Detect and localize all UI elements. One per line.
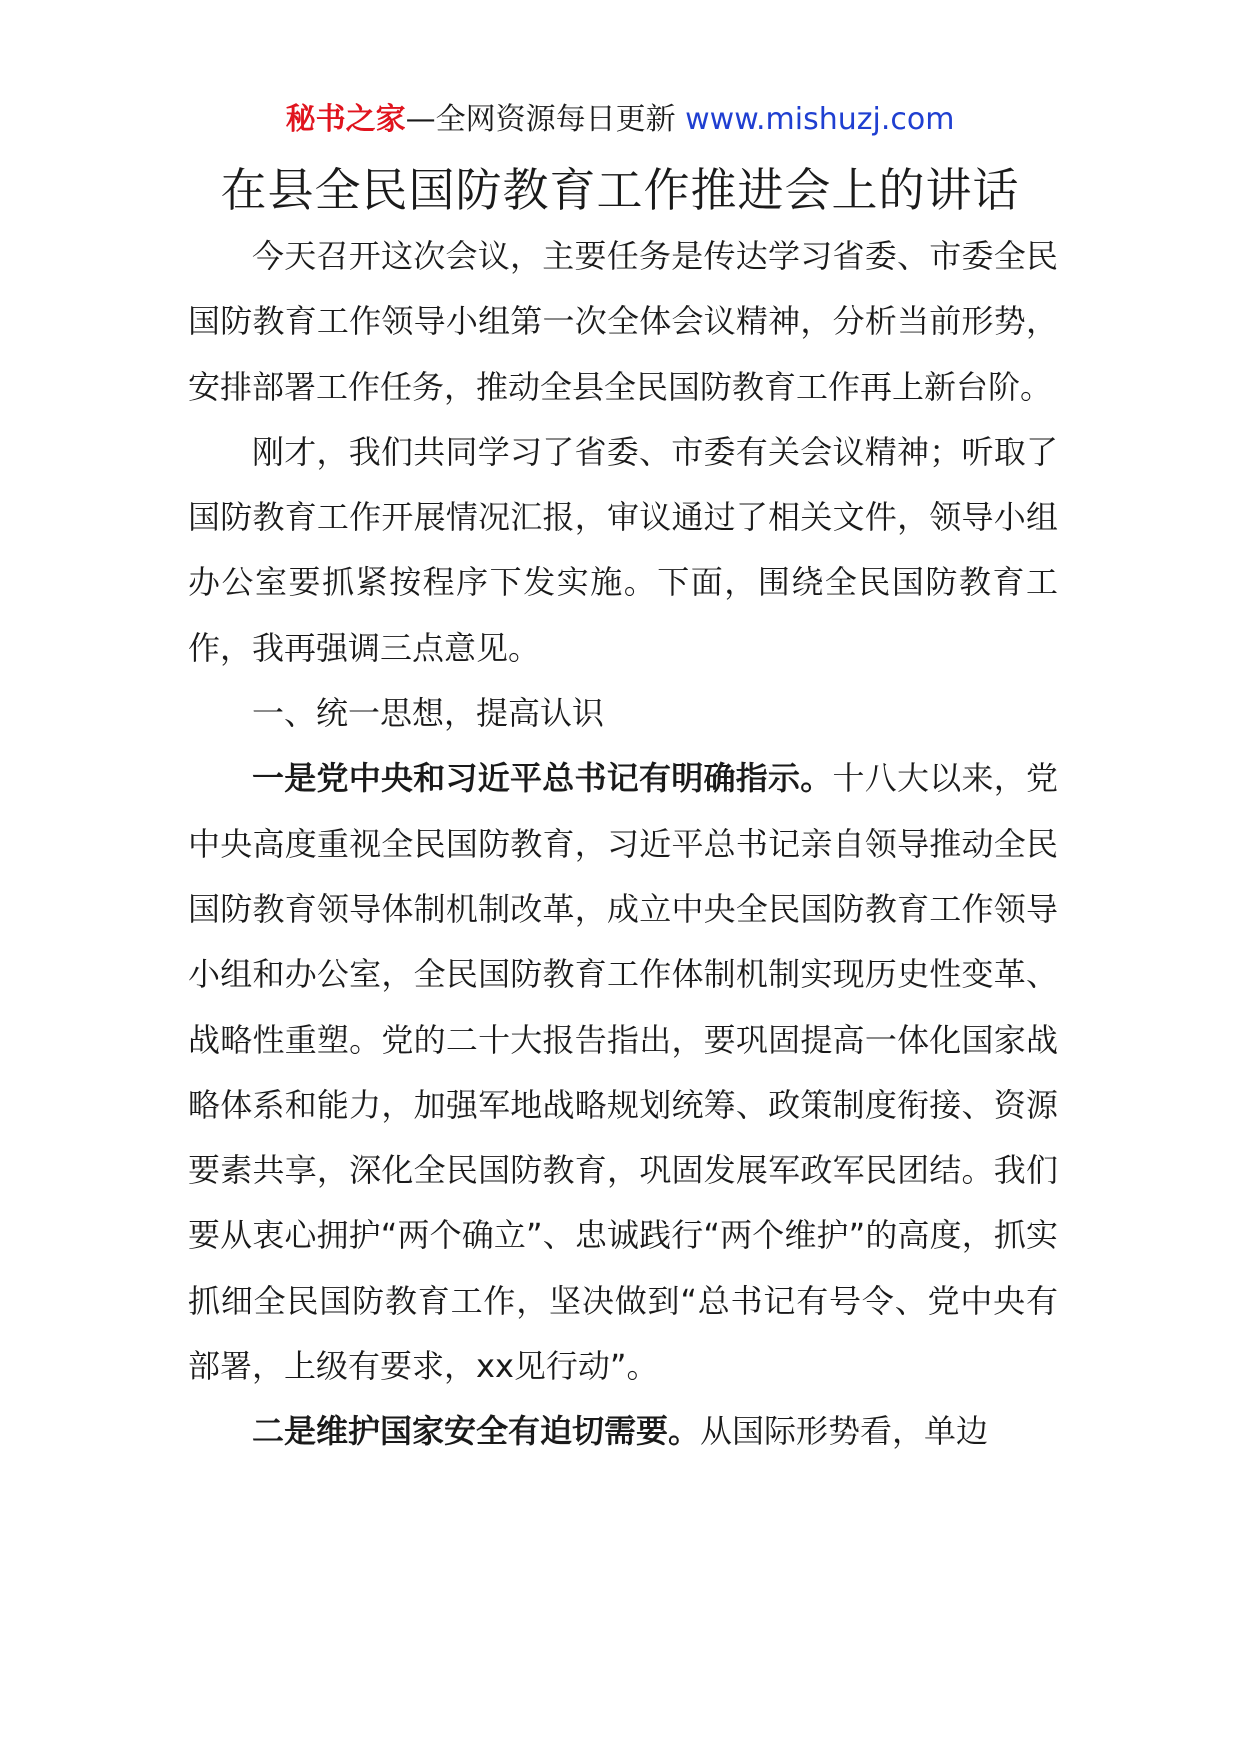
paragraph-intro (188, 224, 1058, 420)
document-title: 在县全民国防教育工作推进会上的讲话 (220, 163, 1020, 217)
site-url[interactable]: www.mishuzj.com (685, 102, 955, 137)
paragraph-text: 刚才，我们共同学习了省委、市委有关会议精神；听取了国防教育工作开展情况汇报，审议通过了相关文件，领导小组办公室要抓紧按程序下发实施。下面，围绕全民国防教育工作，我再强调三点意见。 (188, 432, 1058, 667)
watermark-header (0, 100, 1240, 140)
document-body (188, 224, 1058, 1465)
paragraph-text: 一、统一思想，提高认识 (252, 694, 605, 733)
site-brand: 秘书之家 (285, 102, 406, 137)
paragraph-text: 十八大以来，党中央高度重视全民国防教育，习近平总书记亲自领导推动全民国防教育领导体制机制改革，成立中央全民国防教育工作领导小组和办公室，全民国防教育工作体制机制实现历史性变革、战略性重塑。党的二十大报告指出，要巩固提高一体化国家战略体系和能力，加强军地战略规划统筹、政策制度衔接、资源要素共享，深化全民国防教育，巩固发展军政军民团结。我们要从衷心拥护“两个确立”、忠诚践行“两个维护”的高度，抓实抓细全民国防教育工作，坚决做到“总书记有号令、党中央有部署，上级有要求，xx见行动”。 (188, 759, 1058, 1386)
paragraph-review (188, 420, 1058, 681)
paragraph-text: 今天召开这次会议，主要任务是传达学习省委、市委全民国防教育工作领导小组第一次全体会议精神，分析当前形势，安排部署工作任务，推动全县全民国防教育工作再上新台阶。 (188, 237, 1058, 406)
paragraph-point-one (188, 746, 1058, 1399)
paragraph-text: 从国际形势看，单边 (700, 1412, 989, 1451)
section-heading (188, 681, 1058, 746)
paragraph-lead: 二是维护国家安全有迫切需要。 (252, 1412, 701, 1451)
site-slogan: —全网资源每日更新 (405, 102, 676, 137)
paragraph-lead: 一是党中央和习近平总书记有明确指示。 (252, 759, 833, 798)
paragraph-point-two (188, 1399, 1058, 1464)
